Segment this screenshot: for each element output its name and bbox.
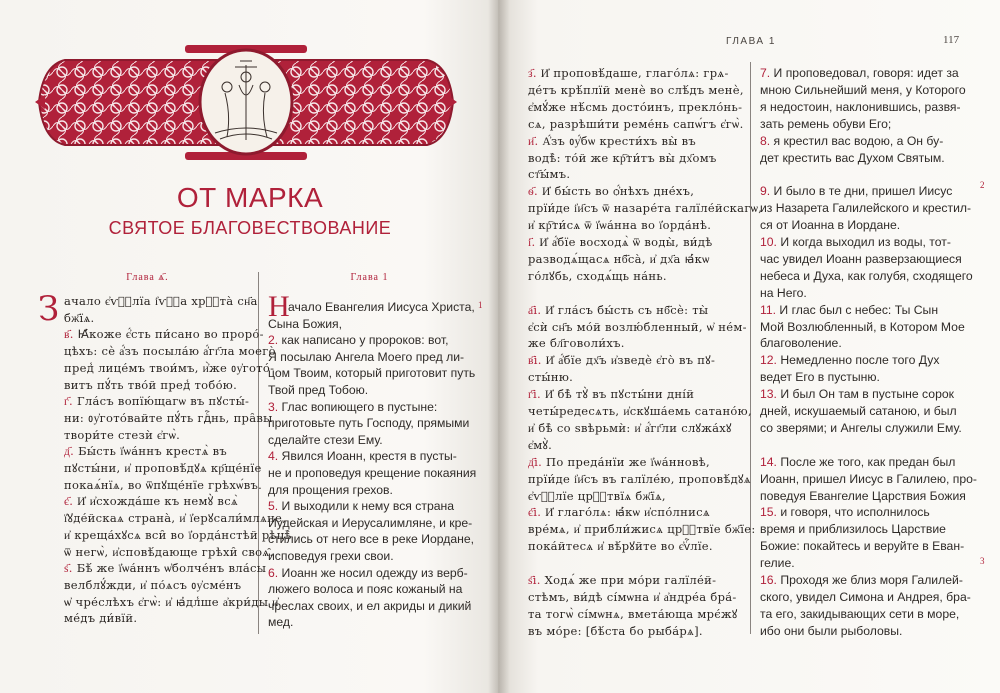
verse-text: И҆ бы́сть во ѻ҆́нѣхъ дне́хъ,: [538, 184, 695, 199]
verse-text: И҆ проповѣ́даше, глаго́лѧ: грѧ-: [536, 66, 729, 80]
text-line: [528, 505, 710, 519]
verse-text: И҆ а҆́бїе дх҃ъ и҆зведѐ є҆го̀ въ пꙋ-: [541, 353, 716, 368]
verse-text: Ходѧ́ же при мо́ри галїле́й-: [540, 573, 717, 587]
verse-number: и҃.: [528, 133, 539, 148]
text-line: [64, 444, 227, 458]
text-line: [528, 455, 710, 469]
text-line: [64, 461, 262, 476]
text-line: [64, 545, 273, 559]
text-line: [760, 117, 891, 131]
right-page: [498, 0, 1000, 693]
text-line: [528, 489, 666, 503]
verse-number: г҃i.: [528, 387, 541, 402]
text-line: [64, 511, 286, 526]
verse-number: 15.: [760, 505, 777, 520]
text-line: [760, 489, 966, 503]
text-line: [528, 539, 713, 554]
verse-text: время и приблизилось Царствие: [760, 522, 946, 537]
ru-chapter-heading: Глава 1: [350, 272, 389, 283]
text-line: [528, 235, 712, 249]
text-line: [760, 505, 930, 519]
text-line: [268, 416, 469, 430]
verse-text: водѣ̀: то́й же кр҇ти́тъ вы̀ дх҃омъ: [528, 150, 717, 165]
verse-text: ибо они были рыболовы.: [760, 623, 903, 638]
verse-text: мною Сильнейший меня, у Которого: [760, 82, 966, 97]
text-line: [528, 624, 703, 638]
verse-text: ѿ негѡ̀, и҆сповѣ́дающе грѣхи̑ своѧ̑.: [64, 544, 274, 559]
text-line: [760, 83, 966, 97]
verse-text: И҆ бѣ̀ тꙋ̀ въ пꙋсты́ни дні́й: [540, 387, 695, 402]
ru-drop-cap: Н: [268, 290, 290, 323]
verse-text: ї҆ꙋде́йскаѧ страна̀, и҆ ї҆ерꙋсали́млѧне,: [64, 511, 287, 526]
text-line: [268, 499, 454, 513]
verse-text: де́тъ крѣ́плїй менѐ во слѣ́дъ менѐ,: [528, 82, 744, 97]
verse-text: ачало є҆ѵⷢ҇лїа і҆ѵⷭ҇а хрⷭ҇та̀ сн҃а: [64, 294, 258, 308]
text-line: [760, 421, 962, 435]
verse-number: в҃.: [64, 327, 74, 342]
ornamental-headpiece-icon: [35, 45, 457, 160]
text-line: [64, 344, 276, 358]
verse-number: 4.: [268, 449, 279, 464]
verse-text: дней, искушаемый сатаною, и был: [760, 404, 957, 418]
text-line: [760, 134, 943, 148]
text-line: [760, 100, 961, 114]
verse-text: та тогѡ̀ сі́мѡнѧ, вмета́юща мрє́жꙋ: [528, 606, 738, 621]
text-line: [760, 303, 938, 317]
text-line: [760, 235, 951, 249]
verse-number: є҃i.: [528, 505, 542, 520]
verse-text: стились от него все в реке Иордане,: [268, 532, 475, 547]
verse-text: и говоря, что исполнилось: [776, 505, 930, 520]
verse-text: небеса и Духа, как голубя, сходящего: [760, 268, 973, 283]
verse-text: Иоанн, пришел Иисус в Галилею, про-: [760, 471, 977, 486]
verse-text: исповедуя грехи свои.: [268, 549, 394, 563]
text-line: [760, 624, 902, 638]
verse-text: Иоанн же носил одежду из верб-: [278, 565, 468, 580]
verse-text: Явился Иоанн, крестя в пусты-: [278, 449, 457, 464]
text-line: [760, 522, 946, 536]
verse-number: 13.: [760, 387, 777, 402]
verse-text: разводѧ́щасѧ нб҃са̀, и҆ дх҃а ꙗ҆́кѡ: [528, 251, 710, 266]
verse-text: И҆ и҆схожда́ше къ немꙋ̀ всѧ̀: [73, 494, 239, 509]
text-line: [64, 611, 137, 625]
cs-chapter-heading: Глава ѧ҃.: [126, 272, 169, 283]
verse-text: покаѧ́нїѧ, во ѿпꙋще́нїе грѣхѡ́въ.: [64, 477, 263, 492]
column-divider: [258, 272, 259, 634]
verse-text: и҆ кр҇ти́сѧ ѿ ї҆ѡа́нна во ї҆орда́нѣ.: [528, 218, 712, 233]
verse-text: въ мо́ре: [бѣ́ста бо рыба́рѧ].: [528, 623, 703, 638]
verse-text: и҆ креща́хꙋсѧ вси̑ во ї҆орда́нстѣй рѣцѣ̀: [64, 527, 292, 542]
verse-text: И когда выходил из воды, тот-: [776, 235, 951, 249]
text-line: [528, 472, 751, 487]
verse-text: велблꙋ́жди, и҆ по́ѧсъ ᲂу҆сме́нъ: [64, 577, 242, 592]
verse-text: и҆ бѣ̀ со ѕвѣрьмѝ: и҆ а҆́гг҃ли слꙋжа́хꙋ: [528, 420, 732, 435]
text-line: [268, 317, 342, 331]
text-line: [760, 472, 977, 486]
verse-text: И҆ глаго́лѧ: ꙗ҆́кѡ и҆спо́лнисѧ: [541, 505, 710, 520]
verse-text: на Него.: [760, 285, 807, 300]
text-line: [760, 320, 965, 334]
text-line: [268, 516, 472, 530]
text-line: [528, 607, 738, 622]
text-line: [760, 573, 963, 587]
text-line: [64, 311, 95, 325]
verse-text: благоволение.: [760, 336, 842, 351]
text-line: [760, 66, 959, 80]
verse-text: ст҃ы́мъ.: [528, 167, 571, 182]
verse-number: 9.: [760, 184, 771, 199]
verse-text: чреслах своих, и ел акриды и дикий: [268, 598, 472, 613]
text-line: [268, 466, 476, 480]
verse-text: После же того, как предан был: [776, 454, 956, 469]
verse-number: 7.: [760, 66, 771, 80]
text-line: [528, 353, 715, 368]
verse-text: поведуя Евангелие Царствия Божия: [760, 488, 966, 503]
verse-text: цом Твоим, который приготовит путь: [268, 366, 476, 381]
text-line: [760, 556, 795, 570]
verse-number: 12.: [760, 353, 777, 368]
text-line: [760, 590, 971, 604]
text-line: [64, 561, 266, 575]
text-line: [268, 582, 462, 596]
text-line: [268, 549, 394, 563]
text-line: [760, 353, 939, 367]
text-line: [64, 394, 249, 409]
text-line: [528, 201, 762, 215]
verse-number: 3.: [268, 399, 279, 414]
verse-number: ѕ҃.: [64, 561, 73, 576]
verse-text: є҆мꙋ̀.: [528, 437, 553, 452]
verse-text: И проповедовал, говоря: идет за: [770, 66, 959, 80]
verse-number: є҃.: [64, 494, 74, 509]
verse-text: Гла́съ вопїю́щагѡ въ пꙋсты́-: [72, 394, 250, 409]
text-line: [760, 201, 971, 215]
page-number: 117: [943, 34, 960, 46]
text-line: [64, 528, 292, 543]
text-line: [528, 421, 732, 436]
running-head: ГЛАВА 1: [726, 36, 776, 47]
text-line: [528, 117, 744, 131]
verse-text: пред̾ лице́мъ твои́мъ, и҆̀же ᲂу҆гото́-: [64, 360, 275, 375]
text-line: [268, 599, 471, 613]
verse-text: Я посылаю Ангела Моего пред ли-: [268, 349, 465, 364]
verse-text: Божие: покайтесь и веруйте в Еван-: [760, 539, 965, 554]
verse-text: ского, увидел Симона и Андрея, бра-: [760, 589, 971, 604]
verse-text: дет крестить вас Духом Святым.: [760, 150, 945, 165]
text-line: [760, 404, 957, 418]
verse-text: цѣхъ: сѐ а҆́зъ посыла́ю а҆́гг҃ла моего̀: [64, 344, 276, 359]
verse-text: та его, закидывающих сети в море,: [760, 606, 960, 621]
text-line: [64, 478, 262, 493]
text-line: [528, 404, 752, 419]
text-line: [528, 100, 742, 115]
text-line: [760, 607, 959, 621]
verse-text: є҆мꙋ́же нѣ́смь досто́инъ, прекло́нь-: [528, 99, 743, 114]
text-line: [64, 327, 264, 341]
text-line: [528, 218, 711, 232]
text-line: [528, 438, 552, 453]
verse-text: Глас вопиющего в пустыне:: [278, 399, 438, 414]
text-line: [528, 167, 570, 181]
verse-text: как написано у пророков: вот,: [278, 333, 449, 348]
left-page: [0, 0, 498, 693]
verse-text: прїи́де і҆и҃съ въ галїле́ю, проповѣ́дꙋѧ: [528, 471, 751, 486]
ru-first-line: ачало Евангелия Иисуса Христа,: [288, 300, 475, 314]
verse-number: 5.: [268, 499, 279, 514]
verse-text: Бѣ́ же ї҆ѡа́ннъ ѡ҆болче́нъ вла́сы: [72, 561, 267, 576]
text-line: [528, 522, 756, 536]
verse-text: стѣмъ, ви́дѣ сі́мѡна и҆ а҆ндре́а бра́-: [528, 589, 737, 604]
verse-text: пока́йтесѧ и҆ вѣ́рꙋйте во є҆ѵⷢ҇лїе.: [528, 539, 713, 554]
verse-text: вре́мѧ, и҆ прибли́жисѧ црⷭ҇твїе бж҃їе:: [528, 522, 756, 537]
verse-text: пꙋсты́ни, и҆ проповѣ́дꙋѧ кр҃ще́нїе: [64, 461, 262, 475]
text-line: [268, 366, 475, 380]
text-line: [268, 350, 464, 364]
text-line: [268, 333, 449, 347]
verse-text: И был Он там в пустыне сорок: [776, 387, 954, 402]
text-line: [528, 151, 717, 165]
verse-text: зать ремень обуви Его;: [760, 116, 892, 131]
text-line: [64, 578, 241, 593]
verse-text: мед.: [268, 615, 294, 630]
text-line: [760, 336, 842, 350]
verse-text: гелие.: [760, 556, 795, 571]
verse-text: сделайте стези Ему.: [268, 432, 383, 447]
verse-number: з҃.: [528, 66, 537, 80]
text-line: [528, 387, 694, 402]
text-line: [760, 455, 955, 469]
text-line: [760, 539, 964, 553]
verse-text: сты́ню.: [528, 370, 574, 385]
verse-text: же бл҃говоли́хъ.: [528, 336, 625, 351]
verse-text: Ꙗ҆́коже є҆́сть пи́сано во проро́-: [73, 327, 264, 342]
verse-text: И было в те дни, пришел Иисус: [770, 184, 953, 199]
verse-text: бж҃їѧ.: [64, 310, 95, 325]
verse-text: ѡ҆ чре́слѣхъ є҆гѡ̀: и҆ ꙗ҆дл̾ше а҆кри́ды и҆: [64, 594, 279, 609]
cs-drop-cap: З: [38, 289, 60, 329]
text-line: [528, 590, 737, 604]
verse-text: ме́дъ ди́вїй.: [64, 611, 138, 626]
verse-text: витъ пꙋ́ть тво́й пред̾ тобо́ю.: [64, 377, 238, 392]
text-line: [528, 184, 694, 198]
verse-number: 6.: [268, 565, 279, 580]
text-line: [760, 387, 954, 401]
text-line: [760, 269, 973, 283]
book-subtitle: СВЯТОЕ БЛАГОВЕСТВОВАНИЕ: [108, 218, 392, 238]
verse-text: не и проповедуя крещение покаяния: [268, 466, 477, 480]
verse-text: Сына Божия,: [268, 316, 343, 331]
text-line: [528, 66, 729, 80]
verse-number: 11.: [760, 302, 777, 317]
text-line: [268, 383, 368, 397]
verse-text: для прощения грехов.: [268, 482, 393, 497]
text-line: [760, 151, 945, 165]
text-line: [528, 573, 716, 587]
verse-text: приготовьте путь Господу, прямыми: [268, 416, 470, 431]
text-line: [268, 449, 457, 463]
text-line: [64, 428, 180, 442]
text-line: [268, 400, 437, 414]
text-line: [528, 83, 744, 97]
verse-number: і҃.: [528, 235, 536, 249]
verse-text: И выходили к нему вся страна: [278, 499, 455, 514]
verse-number: д҃.: [64, 444, 75, 459]
text-line: [528, 269, 667, 284]
verse-number: г҃.: [64, 394, 73, 409]
verse-number: д҃i.: [528, 454, 543, 469]
verse-text: ведет Его в пустыню.: [760, 370, 880, 385]
verse-number: в҃i.: [528, 353, 542, 368]
verse-text: ся от Иоанна в Иордане.: [760, 218, 901, 233]
verse-number: 10.: [760, 235, 777, 249]
text-line: [528, 320, 747, 334]
verse-text: го́лꙋбь, сходѧ́щь на́нь.: [528, 268, 667, 283]
text-line: [64, 494, 238, 509]
verse-text: прїи́де і҆и҃съ ѿ назаре́та галїле́йскагѡ,: [528, 201, 763, 216]
verse-text: Бы́сть ї҆ѡа́ннъ крестѧ̀ въ: [74, 444, 228, 459]
verse-text: четы́редесѧть, и҆скꙋша́емь сатано́ю,: [528, 404, 752, 418]
verse-text: Проходя же близ моря Галилей-: [776, 573, 963, 587]
text-line: [64, 361, 274, 376]
verse-text: И҆ гла́съ бы́сть съ нб҃сѐ: ты̀: [541, 302, 709, 317]
text-line: [760, 184, 952, 198]
verse-text: Мой Возлюбленный, в Котором Мое: [760, 319, 965, 334]
verse-text: из Назарета Галилейского и крестил-: [760, 201, 972, 216]
verse-text: И҆ а҆́бїе восходѧ̀ ѿ воды̀, ви́дѣ: [535, 235, 713, 249]
text-line: [64, 595, 279, 609]
verse-text: Иудейская и Иерусалимляне, и кре-: [268, 515, 473, 530]
verse-text: є҆ѵⷢ҇лїе црⷭ҇твїѧ бж҃їѧ,: [528, 488, 666, 503]
text-line: [760, 252, 962, 266]
verse-text: Немедленно после того Дух: [776, 353, 940, 368]
text-line: [528, 336, 625, 350]
verse-text: час увидел Иоанн разверзающиеся: [760, 251, 962, 266]
book-title: ОТ МАРКА: [176, 182, 324, 213]
column-divider-right: [750, 62, 751, 634]
verse-number: 14.: [760, 454, 777, 469]
text-line: [528, 370, 573, 384]
verse-text: А҆́зъ ᲂу҆́бѡ крести́хъ вы̀ въ: [538, 133, 697, 148]
verse-number: ѳ҃.: [528, 184, 539, 199]
text-line: [760, 286, 807, 300]
text-line: [64, 378, 237, 393]
text-line: [268, 433, 383, 447]
verse-number: 16.: [760, 573, 777, 587]
verse-text: сѧ, разрѣши́ти реме́нь сапѡ́гъ є҆гѡ̀.: [528, 116, 744, 131]
text-line: [528, 252, 710, 266]
text-line: [268, 483, 393, 497]
text-line: [268, 532, 474, 546]
margin-verse-number-2: 2: [980, 180, 985, 190]
book-gutter: [488, 0, 510, 693]
verse-number: 8.: [760, 133, 771, 148]
verse-text: Твой пред Тобою.: [268, 383, 369, 397]
text-line: [528, 134, 696, 149]
verse-number: а҃i.: [528, 302, 542, 317]
verse-text: твори́те стезѝ є҆гѡ̀.: [64, 427, 181, 442]
text-line: [268, 566, 468, 580]
verse-text: я недостоин, наклонившись, развя-: [760, 99, 961, 114]
text-line: [268, 615, 293, 629]
verse-text: люжего волоса и пояс кожаный на: [268, 582, 463, 597]
margin-verse-number: 1: [478, 300, 483, 310]
verse-text: По преда́нїи же ї҆ѡа́нновѣ,: [542, 454, 710, 469]
verse-text: И глас был с небес: Ты Сын: [776, 302, 939, 317]
verse-text: со зверями; и Ангелы служили Ему.: [760, 420, 962, 435]
text-line: [64, 294, 258, 308]
verse-text: є҆сѝ сн҃ъ мо́й возлю́бленный, ѡ҆ не́м-: [528, 319, 747, 334]
verse-number: 2.: [268, 333, 279, 348]
verse-number: ѕ҃i.: [528, 573, 541, 587]
verse-text: я крестил вас водою, а Он бу-: [770, 133, 944, 148]
text-line: [760, 218, 900, 232]
verse-text: ни: ᲂу҆гото́вайте пꙋ́ть гдⷭ҇нь, пра̑вы: [64, 410, 273, 425]
text-line: [760, 370, 880, 384]
text-line: [64, 411, 273, 426]
margin-verse-number-3: 3: [980, 556, 985, 566]
text-line: [528, 303, 708, 317]
